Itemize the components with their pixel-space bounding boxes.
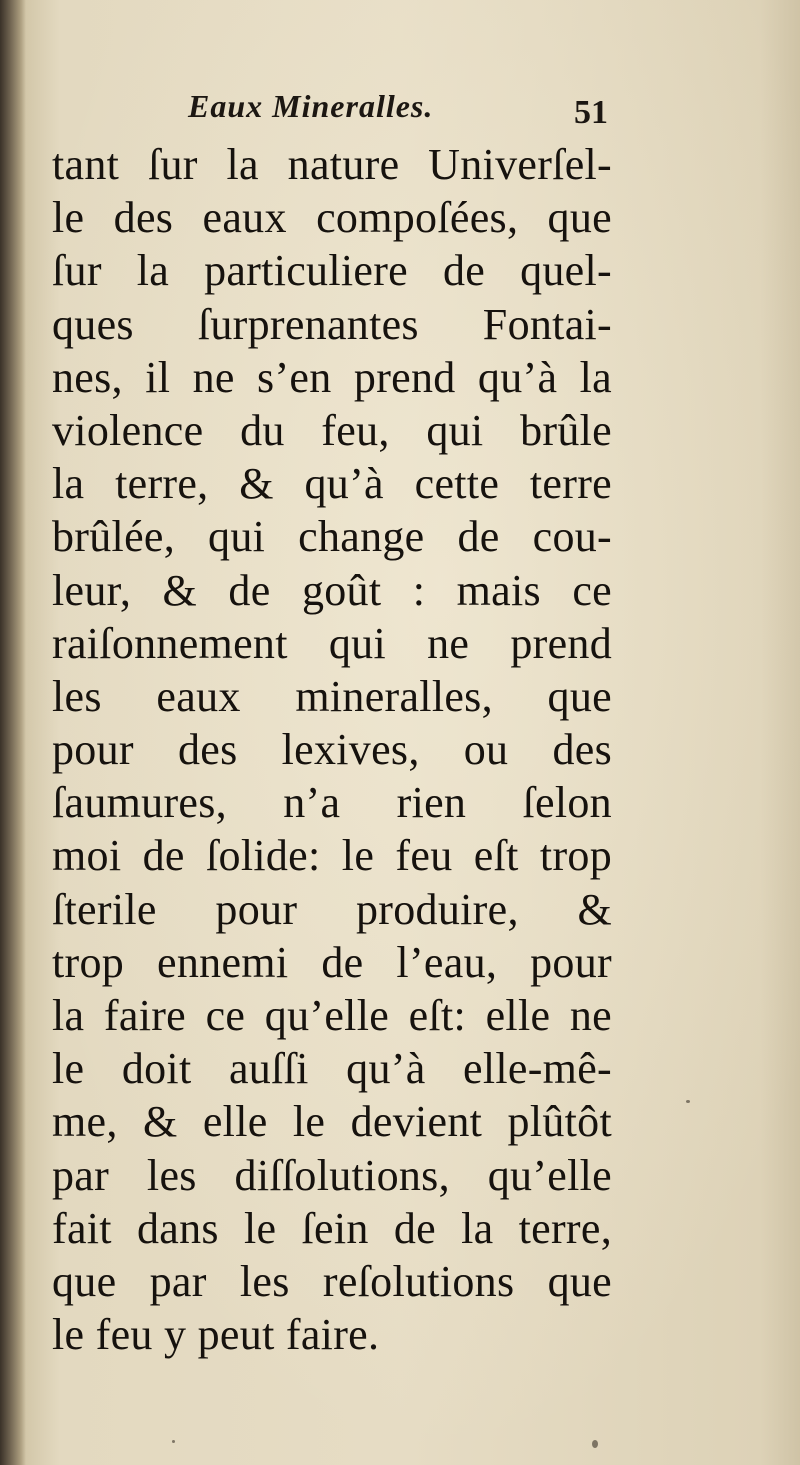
text-line: tant ſur la nature Univerſel-	[52, 140, 612, 189]
text-line: raiſonnement qui ne prend	[52, 618, 612, 668]
text-line: ſur la particuliere de quel-	[52, 246, 612, 296]
ink-speck	[172, 1440, 175, 1443]
text-line: la terre, & qu’à cette terre	[52, 459, 612, 509]
body-text	[52, 138, 612, 1361]
text-line: pour des lexives, ou des	[52, 725, 612, 775]
text-line: le doit auſſi qu’à elle-mê-	[52, 1044, 612, 1094]
text-line: moi de ſolide: le feu eſt trop	[52, 831, 612, 881]
page-number: 51	[574, 94, 608, 131]
page-header	[188, 88, 608, 138]
text-line: la faire ce qu’elle eſt: elle ne	[52, 991, 612, 1040]
text-line: par les diſſolutions, qu’elle	[52, 1150, 612, 1200]
text-line: ſaumures, n’a rien ſelon	[52, 778, 612, 828]
text-line: nes, il ne s’en prend qu’à la	[52, 352, 612, 402]
text-line: que par les reſolutions que	[52, 1256, 612, 1306]
text-line: les eaux mineralles, que	[52, 671, 612, 721]
text-line: le feu y peut faire.	[52, 1310, 380, 1360]
ink-speck	[592, 1440, 598, 1448]
text-line: me, & elle le devient plûtôt	[52, 1097, 612, 1147]
text-line: ſterile pour produire, &	[52, 884, 612, 934]
text-line: leur, & de goût : mais ce	[52, 565, 612, 615]
running-title: Eaux Mineralles.	[188, 88, 434, 124]
text-line: trop ennemi de l’eau, pour	[52, 937, 612, 987]
ink-speck	[686, 1100, 690, 1103]
text-line: violence du feu, qui brûle	[52, 405, 612, 455]
text-line: brûlée, qui change de cou-	[52, 512, 612, 562]
text-line: le des eaux compoſées, que	[52, 193, 612, 243]
text-line: ques ſurprenantes Fontai-	[52, 299, 612, 349]
binding-gutter	[0, 0, 26, 1465]
text-line: fait dans le ſein de la terre,	[52, 1203, 612, 1253]
